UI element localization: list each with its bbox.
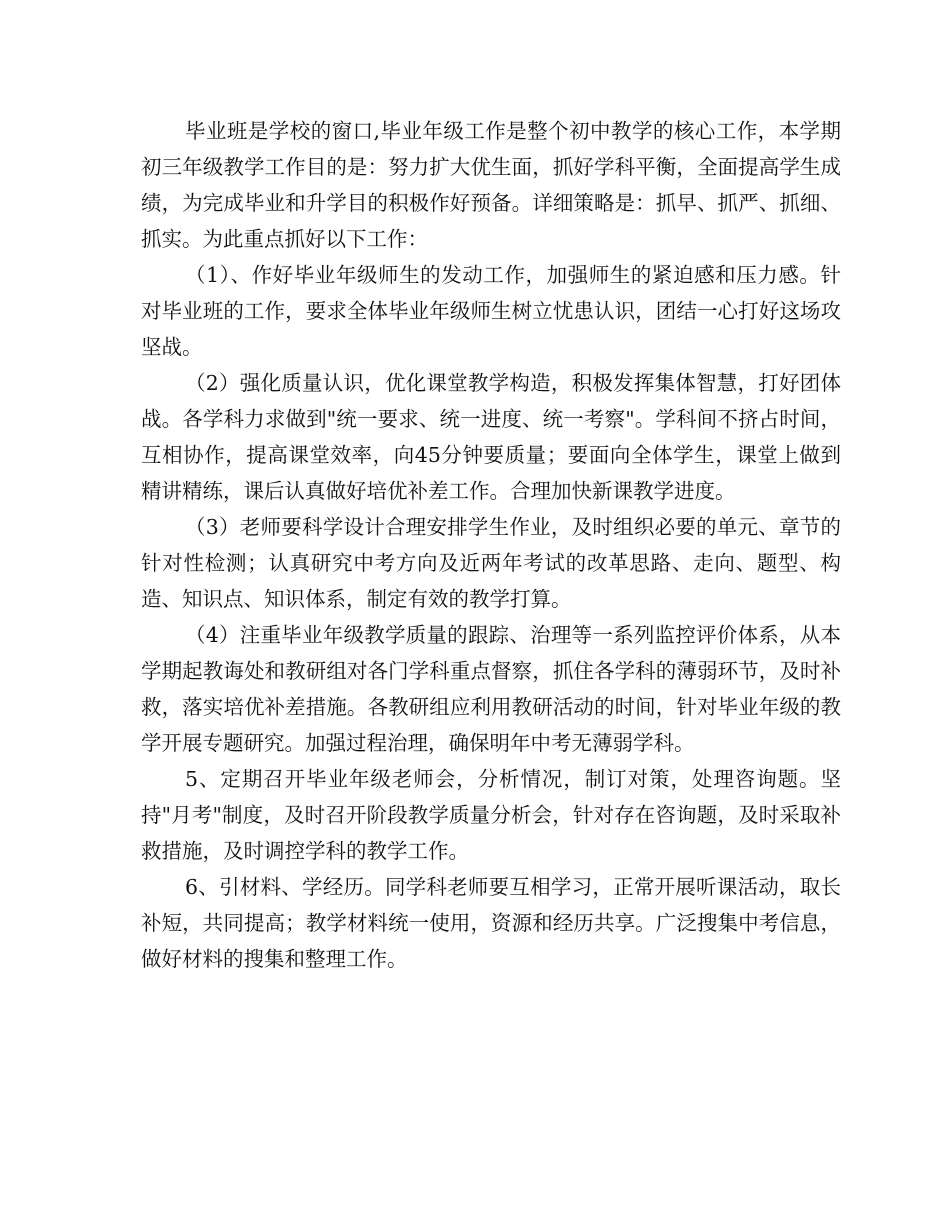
document-body (141, 113, 841, 977)
paragraph-item-2: （2）强化质量认识，优化课堂教学构造，积极发挥集体智慧，打好团体战。各学科力求做到"统一要求、统一进度、统一考察"。学科间不挤占时间，互相协作，提高课堂效率，向45分钟要质量；要面向全体学生，课堂上做到精讲精练，课后认真做好培优补差工作。合理加快新课教学进度。 (141, 371, 841, 503)
paragraph-item-5: 5、定期召开毕业年级老师会，分析情况，制订对策，处理咨询题。坚持"月考"制度，及时召开阶段教学质量分析会，针对存在咨询题，及时采取补救措施，及时调控学科的教学工作。 (141, 767, 841, 863)
paragraph-intro: 毕业班是学校的窗口,毕业年级工作是整个初中教学的核心工作，本学期初三年级教学工作目的是：努力扩大优生面，抓好学科平衡，全面提高学生成绩，为完成毕业和升学目的积极作好预备。详细策略是：抓早、抓严、抓细、抓实。为此重点抓好以下工作： (141, 119, 841, 251)
paragraph-item-6: 6、引材料、学经历。同学科老师要互相学习，正常开展听课活动，取长补短，共同提高；教学材料统一使用，资源和经历共享。广泛搜集中考信息，做好材料的搜集和整理工作。 (141, 875, 841, 971)
paragraph-item-4: （4）注重毕业年级教学质量的跟踪、治理等一系列监控评价体系，从本学期起教诲处和教研组对各门学科重点督察，抓住各学科的薄弱环节，及时补救，落实培优补差措施。各教研组应利用教研活动的时间，针对毕业年级的教学开展专题研究。加强过程治理，确保明年中考无薄弱学科。 (141, 623, 841, 755)
paragraph-item-3: （3）老师要科学设计合理安排学生作业，及时组织必要的单元、章节的针对性检测；认真研究中考方向及近两年考试的改革思路、走向、题型、构造、知识点、知识体系，制定有效的教学打算。 (141, 515, 841, 611)
paragraph-item-1: （1）、作好毕业年级师生的发动工作，加强师生的紧迫感和压力感。针对毕业班的工作，要求全体毕业年级师生树立忧患认识，团结一心打好这场攻坚战。 (141, 263, 841, 359)
